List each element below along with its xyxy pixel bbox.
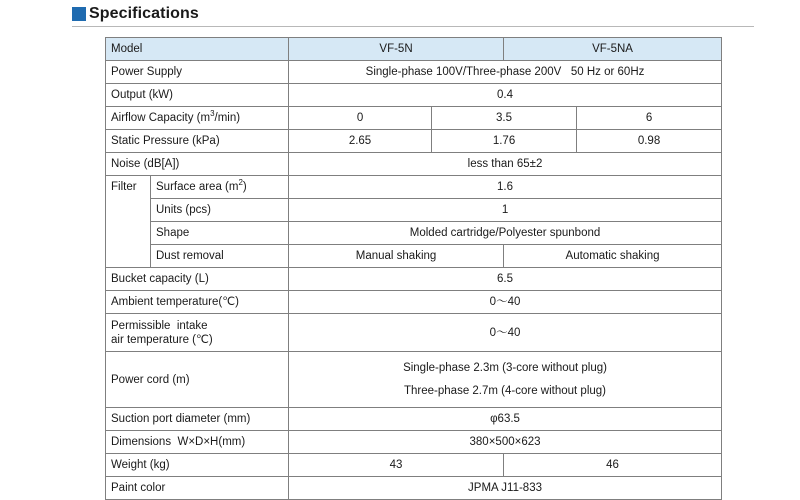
table-row-filter-surface (106, 176, 722, 199)
blue-square-icon (72, 7, 86, 21)
filter-label: Filter (111, 181, 137, 193)
header-divider (72, 26, 754, 27)
airflow-value: 3.5 (432, 107, 577, 130)
row-label: Suction port diameter (mm) (106, 408, 289, 431)
power-cord-line2: Three-phase 2.7m (4-core without plug) (404, 384, 607, 397)
noise-value: less than 65±2 (289, 153, 722, 176)
model-vf-5na: VF-5NA (504, 38, 722, 61)
row-label: Shape (151, 222, 289, 245)
model-vf-5n: VF-5N (289, 38, 504, 61)
dust-removal-value-a: Manual shaking (289, 245, 504, 268)
bucket-value: 6.5 (289, 268, 722, 291)
intake-label-line1: Permissible intake (111, 319, 208, 332)
weight-value-a: 43 (289, 454, 504, 477)
surface-label-post: ) (242, 181, 247, 193)
intake-value: 0～40 (289, 314, 722, 352)
row-label: Weight (kg) (106, 454, 289, 477)
filter-group-cell (106, 176, 151, 268)
paint-value: JPMA J11-833 (289, 477, 722, 500)
row-label: Static Pressure (kPa) (106, 130, 289, 153)
table-row-noise (106, 153, 722, 176)
specifications-table (105, 37, 722, 500)
table-row-paint (106, 477, 722, 500)
row-label: Power cord (m) (106, 352, 289, 408)
static-pressure-value: 2.65 (289, 130, 432, 153)
row-label: Bucket capacity (L) (106, 268, 289, 291)
intake-label-line2: air temperature (℃) (111, 333, 213, 346)
static-pressure-value: 0.98 (577, 130, 722, 153)
row-label (106, 107, 289, 130)
table-row-output (106, 84, 722, 107)
table-row-power-cord (106, 352, 722, 408)
table-row-suction (106, 408, 722, 431)
row-label (106, 314, 289, 352)
dimensions-value: 380×500×623 (289, 431, 722, 454)
table-row-static-pressure (106, 130, 722, 153)
surface-label-pre: Surface area (m (156, 181, 239, 193)
row-label: Model (106, 38, 289, 61)
row-label: Noise (dB[A]) (106, 153, 289, 176)
airflow-label-pre: Airflow Capacity (m (111, 112, 211, 124)
suction-value: φ63.5 (289, 408, 722, 431)
table-row-ambient (106, 291, 722, 314)
table-row-dimensions (106, 431, 722, 454)
section-header (72, 3, 199, 25)
power-cord-line1: Single-phase 2.3m (3-core without plug) (403, 361, 607, 374)
row-label: Paint color (106, 477, 289, 500)
table-row-filter-dust (106, 245, 722, 268)
table-row-model (106, 38, 722, 61)
surface-area-value: 1.6 (289, 176, 722, 199)
surface-label-sup: 2 (238, 178, 243, 188)
table-row-bucket (106, 268, 722, 291)
table-row-weight (106, 454, 722, 477)
table-row-filter-shape (106, 222, 722, 245)
output-value: 0.4 (289, 84, 722, 107)
row-label: Ambient temperature(℃) (106, 291, 289, 314)
airflow-value: 6 (577, 107, 722, 130)
row-label: Power Supply (106, 61, 289, 84)
dust-removal-value-b: Automatic shaking (504, 245, 722, 268)
table-row-airflow (106, 107, 722, 130)
row-label: Output (kW) (106, 84, 289, 107)
table-row-intake (106, 314, 722, 352)
ambient-value: 0～40 (289, 291, 722, 314)
shape-value: Molded cartridge/Polyester spunbond (289, 222, 722, 245)
row-label: Dust removal (151, 245, 289, 268)
weight-value-b: 46 (504, 454, 722, 477)
units-value: 1 (289, 199, 722, 222)
row-label: Units (pcs) (151, 199, 289, 222)
power-cord-value (289, 352, 722, 408)
row-label: Dimensions W×D×H(mm) (106, 431, 289, 454)
table-row-power-supply (106, 61, 722, 84)
airflow-label-post: /min) (214, 112, 241, 124)
static-pressure-value: 1.76 (432, 130, 577, 153)
power-supply-value: Single-phase 100V/Three-phase 200V 50 Hz or 60Hz (289, 61, 722, 84)
airflow-label-sup: 3 (210, 109, 215, 119)
section-title: Specifications (89, 5, 199, 22)
table-row-filter-units (106, 199, 722, 222)
row-label (151, 176, 289, 199)
airflow-value: 0 (289, 107, 432, 130)
